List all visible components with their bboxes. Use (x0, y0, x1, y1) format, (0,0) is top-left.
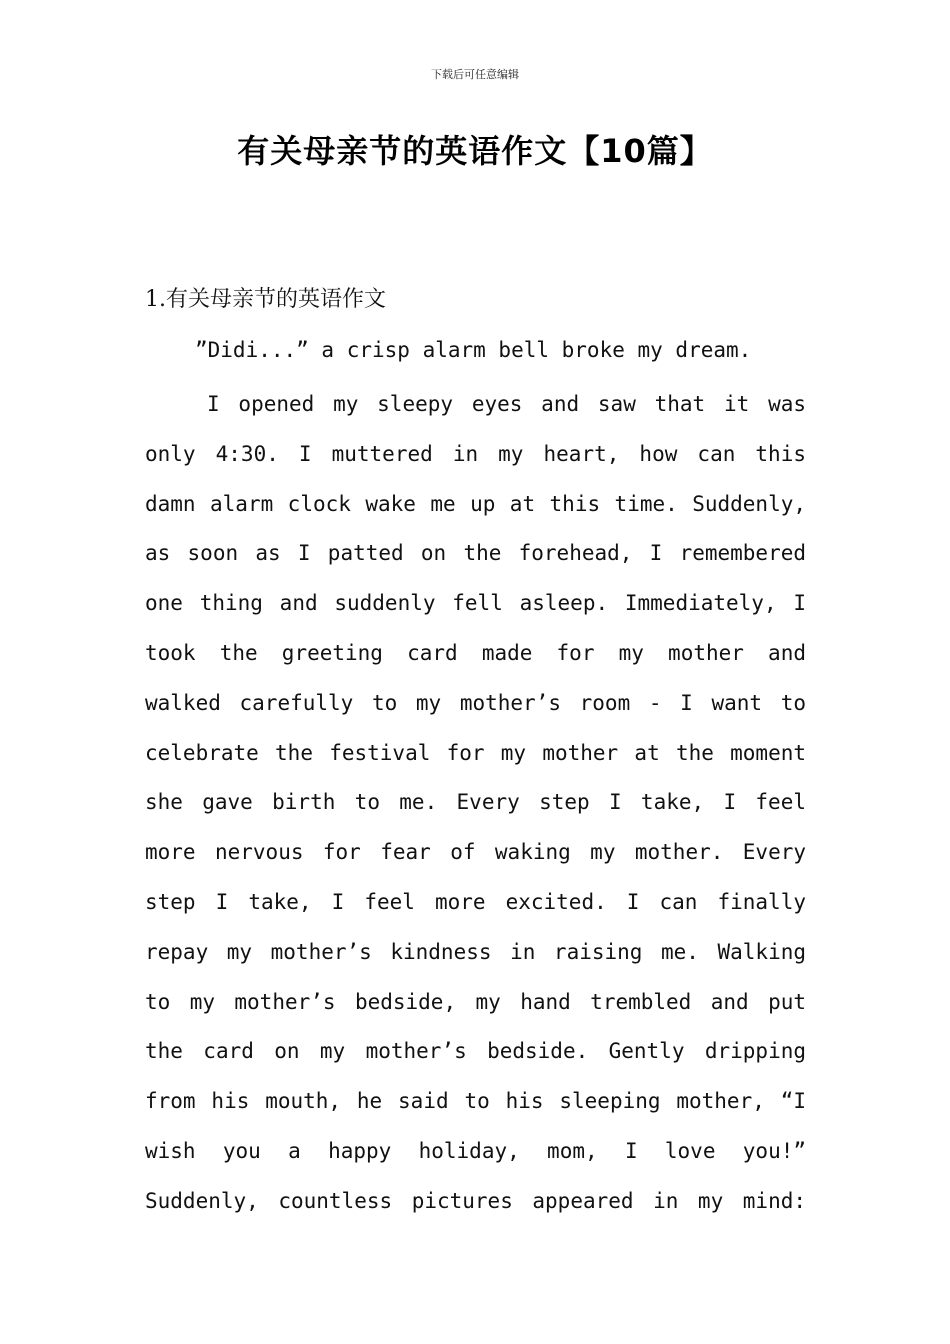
paragraph-line: walked carefully to my mother’s room - I want to (145, 690, 806, 715)
paragraph-line: Suddenly, countless pictures appeared in my mind: (145, 1188, 806, 1213)
paragraph-line: to my mother’s bedside, my hand trembled and put (145, 989, 806, 1014)
paragraph-line: from his mouth, he said to his sleeping mother, “I (145, 1089, 806, 1114)
paragraph-line: more nervous for fear of waking my mother. Every (145, 840, 806, 865)
paragraph-line: wish you a happy holiday, mom, I love you!” (145, 1138, 806, 1163)
document-body (145, 280, 806, 1227)
paragraph-line: I opened my sleepy eyes and saw that it was (207, 392, 806, 416)
paragraph-line: the card on my mother’s bedside. Gently dripping (145, 1039, 806, 1064)
paragraph-line: as soon as I patted on the forehead, I remembered (145, 541, 806, 566)
paragraph-line: took the greeting card made for my mother and (145, 640, 806, 665)
section-heading: 1.有关母亲节的英语作文 (145, 287, 386, 312)
paragraph-line: repay my mother’s kindness in raising me. Walking (145, 939, 806, 964)
paragraph-line: only 4:30. I muttered in my heart, how can this (145, 441, 806, 466)
paragraph-line: she gave birth to me. Every step I take, I feel (145, 790, 806, 815)
paragraph-line: damn alarm clock wake me up at this time. Suddenly, (145, 491, 806, 516)
paragraph-line: step I take, I feel more excited. I can finally (145, 889, 806, 914)
paragraph-line: one thing and suddenly fell asleep. Immediately, I (145, 591, 806, 616)
paragraph (145, 380, 806, 1227)
lead-line: ”Didi...” a crisp alarm bell broke my dream. (195, 338, 752, 362)
paragraph-line: celebrate the festival for my mother at the moment (145, 740, 806, 765)
document-title: 有关母亲节的英语作文【10篇】 (237, 132, 713, 170)
page-header-note: 下载后可任意编辑 (431, 68, 519, 81)
